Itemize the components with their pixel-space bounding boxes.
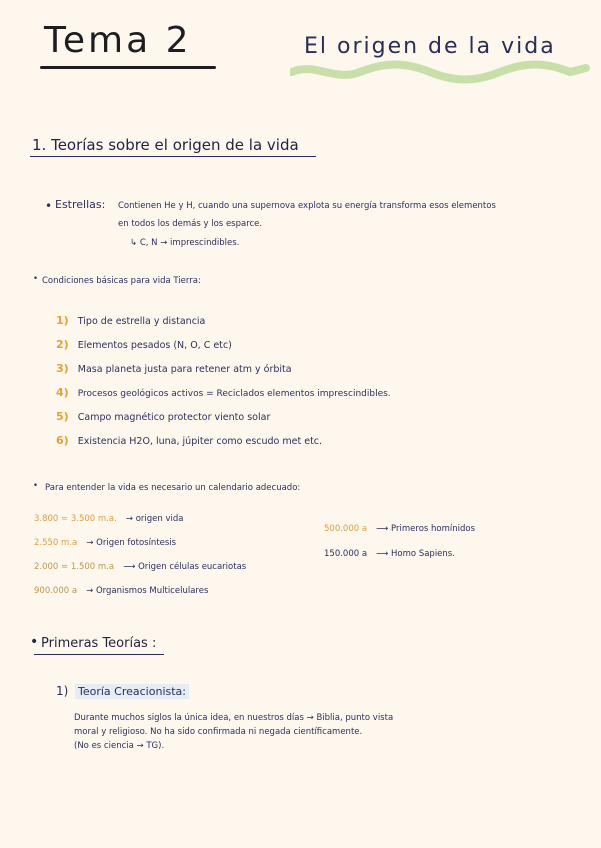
theory-text-2: moral y religioso. No ha sido confirmada ni negada científicamente. (74, 727, 363, 737)
item-text: Tipo de estrella y distancia (77, 316, 206, 327)
timeline-event: → Organismos Multicelulares (86, 586, 209, 596)
section2-bullet: • (30, 634, 39, 650)
item-number: 2) (56, 338, 69, 351)
timeline-row (34, 506, 183, 525)
theory-text-3: (No es ciencia → TG). (74, 741, 165, 751)
item-text: Existencia H2O, luna, júpiter como escudo met etc. (77, 436, 323, 447)
list-item (56, 309, 205, 328)
item-text: Elementos pesados (N, O, C etc) (77, 340, 232, 351)
item-number: 4) (56, 386, 69, 399)
section2-heading: Primeras Teorías : (41, 636, 157, 651)
conditions-heading: Condiciones básicas para vida Tierra: (42, 276, 201, 286)
page-subtitle: El origen de la vida (304, 34, 556, 59)
timeline-event: → origen vida (125, 514, 184, 524)
list-item (56, 429, 322, 448)
list-item (56, 405, 270, 424)
timeline-heading: Para entender la vida es necesario un calendario adecuado: (45, 483, 301, 493)
timeline-row (324, 516, 475, 535)
timeline-date: 900.000 a (34, 586, 78, 596)
section-heading: 1. Teorías sobre el origen de la vida (32, 136, 299, 154)
timeline-date: 500.000 a (324, 524, 368, 534)
timeline-date: 3.800 ≃ 3.500 m.a. (34, 514, 117, 524)
stars-label: Estrellas: (55, 198, 106, 211)
conditions-bullet: • (33, 274, 39, 284)
item-text: Masa planeta justa para retener atm y órbita (77, 364, 292, 375)
timeline-event: → Origen fotosíntesis (86, 538, 177, 548)
list-item (56, 333, 232, 352)
title-underline (40, 66, 216, 69)
timeline-event: ⟶ Primeros homínidos (376, 524, 476, 534)
stars-text-1: Contienen He y H, cuando una supernova explota su energía transforma esos elementos (118, 201, 496, 211)
theory-number: 1) (56, 684, 69, 698)
theory-text-1: Durante muchos siglos la única idea, en nuestros días → Biblia, punto vista (74, 713, 394, 723)
timeline-row (34, 578, 208, 597)
timeline-row (34, 530, 176, 549)
timeline-date: 150.000 a (324, 549, 368, 559)
page-title: Tema 2 (44, 20, 192, 61)
list-item (56, 357, 292, 376)
timeline-date: 2.000 ≃ 1.500 m.a (34, 562, 115, 572)
timeline-event: ⟶ Homo Sapiens. (376, 549, 455, 559)
item-number: 1) (56, 314, 69, 327)
timeline-row (324, 541, 455, 560)
item-number: 5) (56, 410, 69, 423)
timeline-row (34, 554, 246, 573)
item-text: Campo magnético protector viento solar (77, 412, 271, 423)
theory-title: Teoría Creacionista: (75, 684, 189, 699)
wave-decoration (290, 58, 590, 88)
item-text: Procesos geológicos activos = Reciclados elementos imprescindibles. (77, 389, 391, 399)
section-underline (30, 156, 316, 157)
item-number: 3) (56, 362, 69, 375)
section2-underline (34, 654, 164, 655)
item-number: 6) (56, 434, 69, 447)
list-item (56, 381, 391, 400)
stars-bullet: • (45, 199, 53, 213)
stars-text-2: en todos los demás y los esparce. (118, 219, 263, 229)
stars-text-3: ↳ C, N → imprescindibles. (130, 238, 240, 248)
timeline-bullet: • (33, 481, 39, 491)
timeline-date: 2.550 m.a (34, 538, 78, 548)
timeline-event: ⟶ Origen células eucariotas (123, 562, 247, 572)
